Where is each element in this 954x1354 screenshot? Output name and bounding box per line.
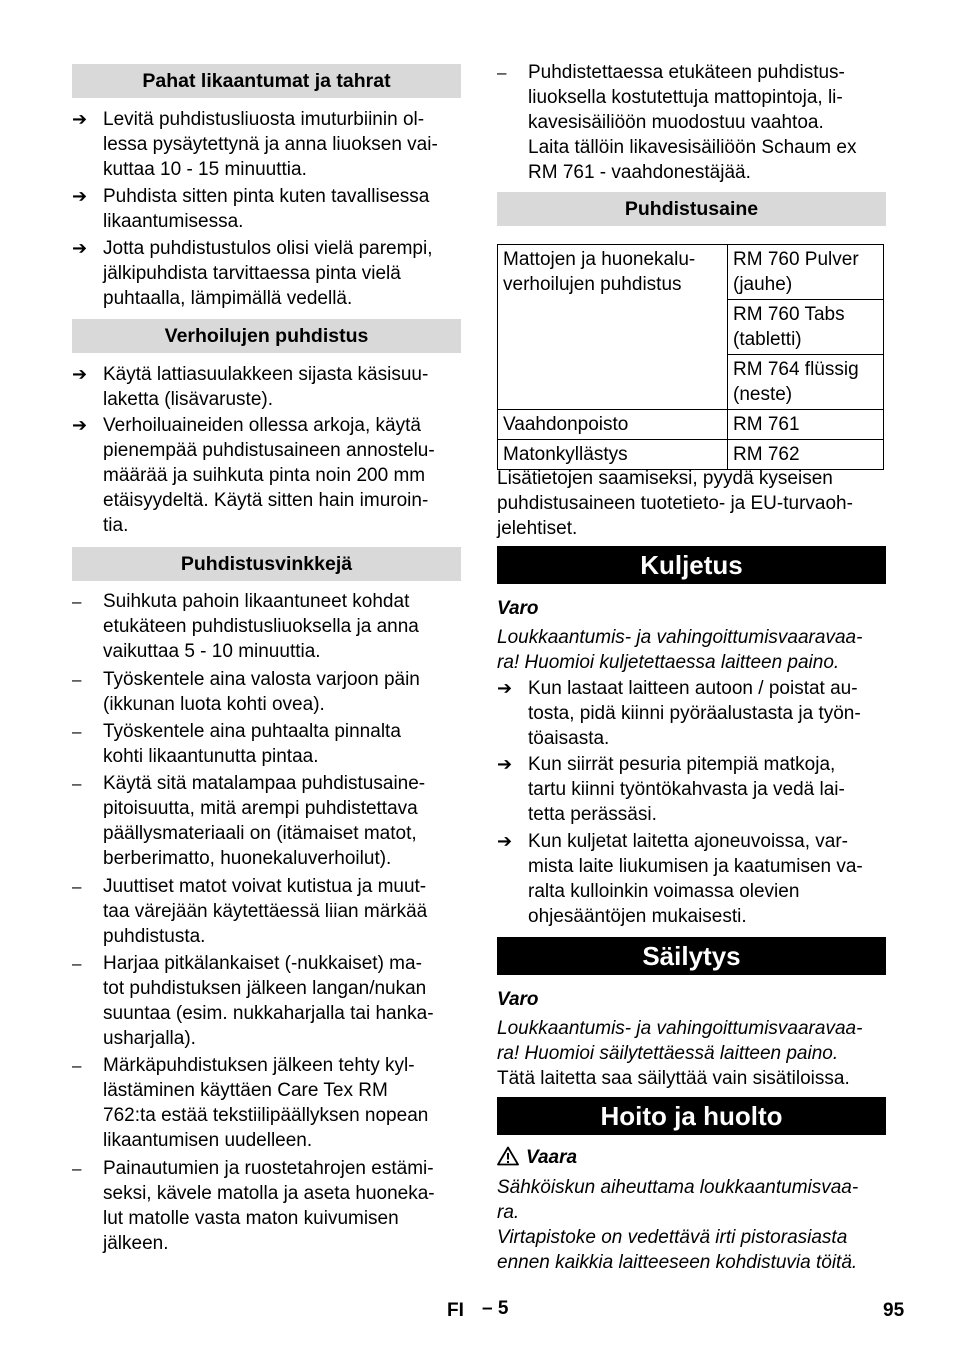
list-item: ➔ Verhoiluaineiden ollessa arkoja, käytä pienempää puhdistusaineen annostelu- määrää ja suihkuta pinta noin 200 mm etäisyydeltä. Käytä sitten hain imuroin- tia. [72, 415, 435, 536]
list-item: – Suihkuta pahoin likaantuneet kohdat etukäteen puhdistusliuoksella ja anna vaikuttaa 5 - 10 minuuttia. [72, 591, 419, 662]
section-heading-tips: Puhdistusvinkkejä [72, 547, 461, 581]
dash-bullet-icon: – [72, 1159, 82, 1178]
danger-row [497, 1145, 886, 1170]
danger-text: Sähköiskun aiheuttama loukkaantumisvaa- ra. [497, 1177, 859, 1223]
arrow-right-icon: ➔ [72, 186, 88, 206]
arrow-right-icon: ➔ [497, 831, 513, 851]
table-cell: RM 760 Tabs (tabletti) [728, 300, 884, 355]
warning-triangle-icon [497, 1146, 519, 1166]
list-item: – Työskentele aina valosta varjoon päin (ikkunan luota kohti ovea). [72, 669, 420, 715]
list-item: ➔ Levitä puhdistusliuosta imuturbiinin ol- lessa pysäytettynä ja anna liuoksen vai- kuttaa 10 - 15 minuuttia. [72, 109, 438, 180]
arrow-right-icon: ➔ [497, 754, 513, 774]
list-item: – Puhdistettaessa etukäteen puhdistus- liuoksella kostutettuja mattopintoja, li- kavesisäiliöön muodostuu vaahtoa. Laita tällöin likavesisäiliöön Schaum ex RM 761 - vaahdonestäjää. [497, 62, 857, 183]
footer-language: FI [447, 1300, 464, 1321]
section-heading-upholstery: Verhoilujen puhdistus [72, 319, 461, 353]
caution-label: Varo [497, 598, 539, 619]
arrow-right-icon: ➔ [72, 109, 88, 129]
cleaning-agent-note: Lisätietojen saamiseksi, pyydä kyseisen puhdistusaineen tuotetieto- ja EU-turvaoh- jelehtiset. [497, 468, 853, 539]
table-cell: Matonkyllästys [498, 440, 728, 470]
table-cell: Vaahdonpoisto [498, 410, 728, 440]
footer-local-page: – 5 [482, 1298, 509, 1319]
dash-bullet-icon: – [72, 877, 82, 896]
chapter-heading-transport: Kuljetus [497, 546, 886, 584]
dash-bullet-icon: – [72, 670, 82, 689]
section-heading-stains: Pahat likaantumat ja tahrat [72, 64, 461, 98]
dash-bullet-icon: – [72, 722, 82, 741]
table-cell: Mattojen ja huonekalu- verhoilujen puhdistus [498, 245, 728, 410]
table-cell: RM 762 [728, 440, 884, 470]
arrow-right-icon: ➔ [72, 415, 88, 435]
table-cell: RM 761 [728, 410, 884, 440]
arrow-right-icon: ➔ [497, 678, 513, 698]
caution-text: Loukkaantumis- ja vahingoittumisvaaravaa- ra! Huomioi säilytettäessä laitteen paino. [497, 1018, 863, 1064]
danger-text: Virtapistoke on vedettävä irti pistorasiasta ennen kaikkia laitteeseen kohdistuvia töitä. [497, 1227, 858, 1273]
dash-bullet-icon: – [72, 592, 82, 611]
list-item: – Työskentele aina puhtaalta pinnalta kohti likaantunutta pintaa. [72, 721, 401, 767]
chapter-heading-storage: Säilytys [497, 937, 886, 975]
arrow-right-icon: ➔ [72, 364, 88, 384]
section-heading-cleaning-agent: Puhdistusaine [497, 192, 886, 226]
footer-page-number: 95 [883, 1300, 905, 1321]
list-item: ➔ Kun siirrät pesuria pitempiä matkoja, tartu kiinni työntökahvasta ja vedä lai- tetta perässäsi. [497, 754, 845, 825]
list-item: ➔ Kun lastaat laitteen autoon / poistat au- tosta, pidä kiinni pyöräalustasta ja työn- töaisasta. [497, 678, 861, 749]
list-item: – Painautumien ja ruostetahrojen estämi- seksi, kävele matolla ja aseta huoneka- lut matolle vasta maton kuivumisen jälkeen. [72, 1158, 435, 1254]
dash-bullet-icon: – [72, 954, 82, 973]
list-item: – Märkäpuhdistuksen jälkeen tehty kyl- lästäminen käyttäen Care Tex RM 762:ta estää tekstiilipäällyksen nopean likaantumisen uudelleen. [72, 1055, 429, 1151]
caution-label: Varo [497, 989, 539, 1010]
dash-bullet-icon: – [72, 1056, 82, 1075]
list-item: ➔ Puhdista sitten pinta kuten tavallisessa likaantumisessa. [72, 186, 430, 232]
dash-bullet-icon: – [497, 63, 507, 82]
cleaning-agent-table [497, 244, 884, 470]
list-item: ➔ Käytä lattiasuulakkeen sijasta käsisuu- laketta (lisävaruste). [72, 364, 429, 410]
chapter-heading-maintenance: Hoito ja huolto [497, 1097, 886, 1135]
danger-label: Vaara [526, 1147, 578, 1168]
caution-text: Loukkaantumis- ja vahingoittumisvaaravaa- ra! Huomioi kuljetettaessa laitteen paino. [497, 627, 863, 673]
storage-note: Tätä laitetta saa säilyttää vain sisätiloissa. [497, 1068, 850, 1089]
list-item: ➔ Jotta puhdistustulos olisi vielä parempi, jälkipuhdista tarvittaessa pinta vielä puhtaalla, lämpimällä vedellä. [72, 238, 433, 309]
list-item: – Harjaa pitkälankaiset (-nukkaiset) ma- tot puhdistuksen jälkeen langan/nukan suuntaa (esim. nukkaharjalla tai hanka- usharjalla). [72, 953, 434, 1049]
list-item: – Käytä sitä matalampaa puhdistusaine- pitoisuutta, mitä arempi puhdistettava päällysmateriaali on (itämaiset matot, berberimatto, huonekaluverhoilut). [72, 773, 426, 869]
table-cell: RM 760 Pulver (jauhe) [728, 245, 884, 300]
list-item: – Juuttiset matot voivat kutistua ja muut- taa värejään käytettäessä liian märkää puhdistusta. [72, 876, 428, 947]
arrow-right-icon: ➔ [72, 238, 88, 258]
list-item: ➔ Kun kuljetat laitetta ajoneuvoissa, var- mista laite liukumisen ja kaatumisen va- ralta kulloinkin voimassa olevien ohjesääntöjen mukaisesti. [497, 831, 863, 927]
dash-bullet-icon: – [72, 774, 82, 793]
table-cell: RM 764 flüssig (neste) [728, 355, 884, 410]
